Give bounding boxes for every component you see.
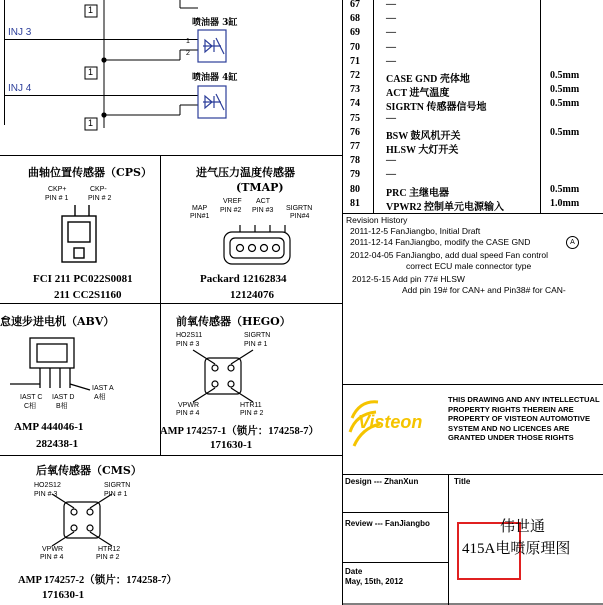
pin-wire-size: 0.5mm	[550, 84, 580, 96]
tmap-part-2: 12124076	[230, 289, 274, 301]
inj4-label: INJ 4	[8, 83, 32, 94]
pin-number: 68	[350, 13, 360, 25]
cps-title: 曲轴位置传感器（CPS）	[28, 166, 152, 179]
cms-p3: HO2S12	[34, 482, 61, 489]
cps-pin2: CKP-	[90, 186, 107, 193]
pin-signal: —	[386, 41, 396, 53]
ref-box-3: 1	[88, 118, 94, 128]
pin-wire-size: 0.5mm	[550, 183, 580, 195]
cps-pin1-no: PIN # 1	[45, 195, 69, 202]
company-name: 伟世通	[500, 519, 546, 535]
cms-title: 后氧传感器（CMS）	[36, 464, 142, 477]
hego-p3n: PIN # 3	[176, 341, 200, 348]
pin-wire-size: 1.0mm	[550, 197, 580, 209]
injector-4-name: 喷油器 4缸	[192, 73, 238, 83]
hego-p2: HTR11	[240, 402, 262, 409]
tmap-part-1: Packard 12162834	[200, 273, 287, 285]
pin-wire-size: 0.5mm	[550, 126, 580, 138]
revision-line-1: 2011-12-5 FanJiangbo, Initial Draft	[350, 226, 481, 236]
revision-line-4: correct ECU male connector type	[406, 261, 532, 271]
date-value: May, 15th, 2012	[345, 577, 404, 586]
abv-l3b: B相	[56, 403, 68, 410]
pin-signal: —	[386, 0, 396, 10]
pin-number: 77	[350, 141, 360, 152]
pin-signal: CASE GND 壳体地	[386, 74, 470, 85]
pin-number: 70	[350, 41, 360, 53]
hego-part-2: 171630-1	[210, 439, 253, 451]
pin-number: 72	[350, 70, 360, 81]
pin-number: 67	[350, 0, 360, 10]
inj3-pin-b: 2	[186, 50, 190, 57]
revision-line-5: 2012-5-15 Add pin 77# HLSW	[352, 274, 465, 284]
hego-part-1: AMP 174257-1（锁片：174258-7）	[160, 426, 319, 437]
pin-signal: VPWR2 控制单元电源输入	[386, 201, 505, 213]
pin-signal: PRC 主继电器	[386, 187, 450, 199]
injector-3-name: 喷油器 3缸	[192, 18, 238, 28]
pin-number: 79	[350, 169, 360, 181]
pin-number: 71	[350, 55, 360, 67]
pin-number: 76	[350, 126, 360, 138]
abv-part-2: 282438-1	[36, 438, 79, 450]
hego-p4: VPWR	[178, 402, 199, 409]
tmap-p3: ACT	[256, 198, 270, 205]
cms-p4n: PIN # 4	[40, 554, 64, 561]
pin-signal: —	[386, 169, 396, 181]
revision-mark: A	[566, 236, 579, 249]
inj3-pin-a: 1	[186, 38, 190, 45]
ref-box-2: 1	[88, 67, 94, 77]
abv-l1: IAST A	[92, 385, 114, 392]
pin-number: 73	[350, 84, 360, 96]
revision-line-2: 2011-12-14 FanJiangbo, modify the CASE GND	[350, 237, 531, 247]
abv-l1b: A相	[94, 394, 106, 401]
revision-title: Revision History	[346, 215, 408, 225]
cps-pin2-no: PIN # 2	[88, 195, 112, 202]
cps-part-2: 211 CC2S1160	[54, 289, 122, 301]
hego-title: 前氧传感器（HEGO）	[176, 315, 291, 328]
abv-l2: IAST C	[20, 394, 43, 401]
pin-wire-size: 0.5mm	[550, 98, 580, 110]
cms-p2: HTR12	[98, 546, 121, 553]
tmap-subtitle: (TMAP)	[236, 181, 284, 194]
cms-p4: VPWR	[42, 546, 63, 553]
pin-signal: —	[386, 112, 396, 124]
pin-signal: ACT 进气温度	[386, 88, 450, 100]
pin-number: 78	[350, 155, 360, 167]
abv-title: 怠速步进电机（ABV）	[0, 315, 115, 328]
pin-signal: —	[386, 13, 396, 25]
hego-p3: HO2S11	[176, 332, 203, 339]
review-credit: Review --- FanJiangbo	[345, 519, 430, 528]
hego-p1n: PIN # 1	[244, 341, 268, 348]
pin-number: 81	[350, 197, 360, 209]
cms-p3n: PIN # 3	[34, 491, 58, 498]
pin-wire-size: 0.5mm	[550, 70, 580, 81]
pin-signal: SIGRTN 传感器信号地	[386, 102, 487, 114]
cms-p2n: PIN # 2	[96, 554, 120, 561]
design-credit: Design --- ZhanXun	[345, 477, 419, 486]
tmap-p4: SIGRTN	[286, 205, 313, 212]
pin-signal: —	[386, 27, 396, 39]
hego-p2n: PIN # 2	[240, 410, 264, 417]
title-label: Title	[454, 477, 471, 486]
cms-p1n: PIN # 1	[104, 491, 128, 498]
abv-l3: IAST D	[52, 394, 75, 401]
pin-signal: BSW 鼓风机开关	[386, 130, 461, 142]
cps-pin1: CKP+	[48, 186, 67, 193]
cms-part-2: 171630-1	[42, 589, 85, 601]
tmap-p1n: PIN#1	[190, 213, 210, 220]
cps-part-1: FCI 211 PC022S0081	[33, 273, 133, 285]
revision-line-3: 2012-04-05 FanJiangbo, add dual speed Fan control	[350, 250, 549, 260]
tmap-p2: VREF	[223, 198, 242, 205]
tmap-p1: MAP	[192, 205, 208, 212]
pin-signal: —	[386, 155, 396, 167]
date-label: Date	[345, 567, 363, 576]
pin-number: 75	[350, 112, 360, 124]
inj3-label: INJ 3	[8, 27, 32, 38]
hego-p4n: PIN # 4	[176, 410, 200, 417]
hego-p1: SIGRTN	[244, 332, 271, 339]
cms-part-1: AMP 174257-2（锁片：174258-7）	[18, 575, 177, 586]
pin-number: 80	[350, 183, 360, 195]
cms-p1: SIGRTN	[104, 482, 131, 489]
tmap-title: 进气压力温度传感器	[196, 166, 295, 179]
revision-line-6: Add pin 19# for CAN+ and Pin38# for CAN-	[402, 285, 566, 295]
tmap-p3n: PIN #3	[252, 207, 274, 214]
abv-part-1: AMP 444046-1	[14, 421, 84, 433]
ip-notice: THIS DRAWING AND ANY INTELLECTUAL PROPERTY RIGHTS THEREIN ARE PROPERTY OF VISTEON AUTOMOTIVE SYSTEM AND NO LICENCES ARE GRANTED UNDER THOSE RIGHTS	[448, 395, 600, 442]
abv-l2b: C相	[24, 403, 37, 410]
pin-number: 74	[350, 98, 360, 110]
pin-signal: —	[386, 55, 396, 67]
drawing-title: 415A电喷原理图	[462, 541, 571, 557]
pin-number: 69	[350, 27, 360, 39]
ref-box-1: 1	[88, 5, 94, 15]
visteon-logo: Visteon	[358, 412, 423, 432]
tmap-p2n: PIN #2	[220, 207, 242, 214]
tmap-p4n: PIN#4	[290, 213, 310, 220]
pin-signal: HLSW 大灯开关	[386, 145, 459, 156]
